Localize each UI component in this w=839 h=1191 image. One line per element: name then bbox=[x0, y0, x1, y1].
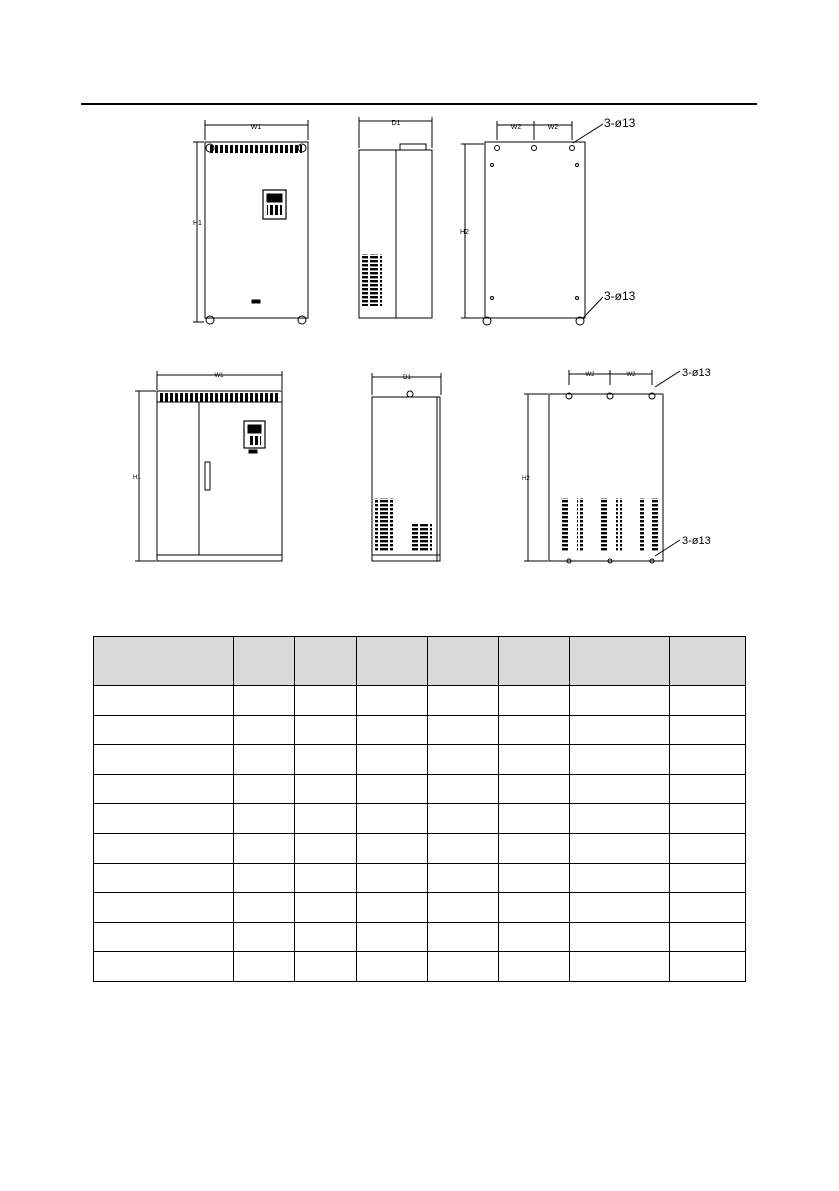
header-cell bbox=[94, 637, 234, 686]
table-cell bbox=[570, 774, 670, 804]
table-cell bbox=[670, 922, 746, 952]
table-cell bbox=[499, 686, 570, 716]
bottom-side-view bbox=[372, 373, 441, 561]
table-cell bbox=[94, 922, 234, 952]
table-cell bbox=[428, 863, 499, 893]
table-row bbox=[94, 922, 746, 952]
table-cell bbox=[570, 893, 670, 923]
table-cell bbox=[234, 893, 295, 923]
table-cell bbox=[499, 952, 570, 982]
top-side-depth-label: D1 bbox=[391, 120, 401, 127]
table-body bbox=[94, 686, 746, 982]
table-cell bbox=[570, 745, 670, 775]
table-row bbox=[94, 686, 746, 716]
bottom-front-height-label: H1 bbox=[133, 475, 141, 481]
table-cell bbox=[670, 893, 746, 923]
table-cell bbox=[428, 952, 499, 982]
header-cell bbox=[295, 637, 357, 686]
table-cell bbox=[295, 863, 357, 893]
table-cell bbox=[295, 774, 357, 804]
top-front-width-label: W1 bbox=[250, 124, 262, 131]
table-cell bbox=[670, 686, 746, 716]
dimension-table bbox=[93, 636, 746, 982]
table-cell bbox=[295, 833, 357, 863]
table-cell bbox=[295, 893, 357, 923]
table-row bbox=[94, 863, 746, 893]
table-cell bbox=[670, 804, 746, 834]
table-cell bbox=[357, 863, 428, 893]
table-cell bbox=[357, 833, 428, 863]
top-front-view bbox=[193, 120, 308, 324]
table-cell bbox=[295, 745, 357, 775]
table-cell bbox=[670, 745, 746, 775]
table-row bbox=[94, 833, 746, 863]
table-cell bbox=[234, 774, 295, 804]
table-header-row bbox=[94, 637, 746, 686]
table-cell bbox=[234, 686, 295, 716]
top-back-height-label: H2 bbox=[460, 229, 469, 236]
table-cell bbox=[94, 804, 234, 834]
table-row bbox=[94, 952, 746, 982]
table-cell bbox=[234, 745, 295, 775]
table-cell bbox=[499, 745, 570, 775]
table-cell bbox=[94, 833, 234, 863]
table-cell bbox=[570, 804, 670, 834]
table-row bbox=[94, 715, 746, 745]
table-row bbox=[94, 774, 746, 804]
bottom-hole-callout-upper: 3-ø13 bbox=[682, 367, 711, 379]
table-cell bbox=[295, 804, 357, 834]
table-cell bbox=[94, 686, 234, 716]
table-cell bbox=[295, 922, 357, 952]
table-cell bbox=[234, 952, 295, 982]
table-cell bbox=[570, 952, 670, 982]
table-cell bbox=[499, 893, 570, 923]
header-cell bbox=[234, 637, 295, 686]
table-cell bbox=[670, 833, 746, 863]
header-cell bbox=[570, 637, 670, 686]
table-cell bbox=[570, 922, 670, 952]
table-row bbox=[94, 745, 746, 775]
table-cell bbox=[234, 863, 295, 893]
table-cell bbox=[94, 774, 234, 804]
top-hole-callout-lower: 3-ø13 bbox=[604, 289, 636, 303]
table-cell bbox=[94, 863, 234, 893]
table-cell bbox=[234, 922, 295, 952]
table-cell bbox=[499, 833, 570, 863]
table-cell bbox=[357, 774, 428, 804]
bottom-back-width-label-left: W2 bbox=[585, 372, 595, 378]
table-cell bbox=[499, 863, 570, 893]
top-side-view bbox=[359, 117, 432, 318]
table-cell bbox=[94, 952, 234, 982]
table-cell bbox=[570, 833, 670, 863]
table-cell bbox=[234, 715, 295, 745]
bottom-back-width-label-right: W2 bbox=[626, 372, 636, 378]
bottom-back-height-label: H2 bbox=[522, 476, 530, 482]
table-cell bbox=[234, 833, 295, 863]
top-back-view bbox=[460, 116, 636, 325]
table-cell bbox=[570, 863, 670, 893]
table-cell bbox=[670, 863, 746, 893]
table-cell bbox=[357, 715, 428, 745]
table-cell bbox=[428, 715, 499, 745]
header-cell bbox=[357, 637, 428, 686]
bottom-front-width-label: W1 bbox=[214, 373, 224, 379]
table-cell bbox=[670, 774, 746, 804]
top-back-width-label-left: W2 bbox=[510, 124, 522, 131]
table-cell bbox=[295, 952, 357, 982]
header-cell bbox=[499, 637, 570, 686]
table-cell bbox=[670, 952, 746, 982]
table-cell bbox=[428, 804, 499, 834]
table-cell bbox=[357, 745, 428, 775]
table-cell bbox=[357, 804, 428, 834]
table-cell bbox=[295, 686, 357, 716]
table-row bbox=[94, 804, 746, 834]
table-cell bbox=[428, 745, 499, 775]
table-cell bbox=[94, 745, 234, 775]
table-cell bbox=[357, 686, 428, 716]
table-cell bbox=[428, 833, 499, 863]
table-cell bbox=[357, 952, 428, 982]
table-cell bbox=[428, 893, 499, 923]
table-cell bbox=[357, 893, 428, 923]
bottom-side-depth-label: D1 bbox=[403, 375, 411, 381]
top-back-width-label-right: W2 bbox=[547, 124, 559, 131]
table-cell bbox=[670, 715, 746, 745]
table-cell bbox=[570, 686, 670, 716]
header-cell bbox=[670, 637, 746, 686]
table-cell bbox=[499, 774, 570, 804]
table-row bbox=[94, 893, 746, 923]
table-cell bbox=[428, 922, 499, 952]
table-cell bbox=[499, 804, 570, 834]
table-cell bbox=[570, 715, 670, 745]
table-cell bbox=[295, 715, 357, 745]
table-cell bbox=[234, 804, 295, 834]
table-cell bbox=[94, 715, 234, 745]
top-front-height-label: H1 bbox=[193, 220, 202, 227]
table-cell bbox=[94, 893, 234, 923]
table-cell bbox=[499, 922, 570, 952]
top-hole-callout-upper: 3-ø13 bbox=[604, 116, 636, 130]
table-cell bbox=[499, 715, 570, 745]
table-cell bbox=[357, 922, 428, 952]
table-cell bbox=[428, 774, 499, 804]
bottom-back-view bbox=[522, 367, 711, 563]
header-cell bbox=[428, 637, 499, 686]
table-cell bbox=[428, 686, 499, 716]
bottom-hole-callout-lower: 3-ø13 bbox=[682, 535, 711, 547]
bottom-front-view bbox=[133, 371, 282, 561]
